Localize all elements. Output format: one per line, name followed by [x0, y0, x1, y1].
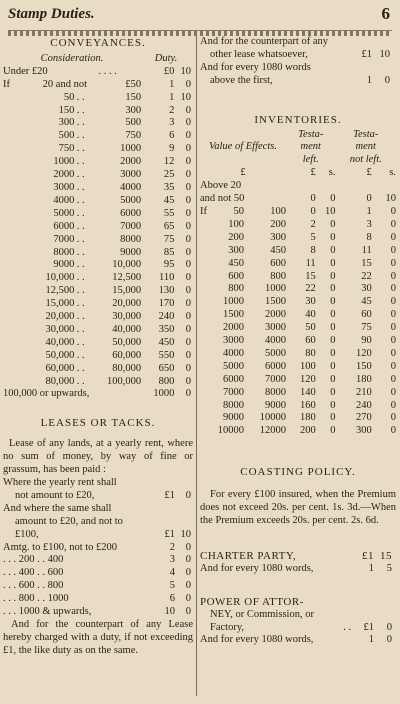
table-row: 80,000 . . 100,000 800 0 — [45, 375, 191, 387]
table-row: 30,000 . . 40,000 350 0 — [45, 323, 191, 335]
column-divider — [196, 36, 197, 696]
counterpart-table: other lease whatsoever, £1 10 And for every 1080 words above the first, 1 0 — [200, 48, 390, 86]
power-heading: POWER OF ATTOR- — [200, 595, 304, 608]
table-row: 200 300 5 0 8 0 — [228, 231, 396, 243]
table-row: 3000 4000 60 0 90 0 — [223, 335, 396, 347]
table-row: Under £20 . . . . £0 10 — [3, 65, 191, 77]
table-row: 800 1000 22 0 30 0 — [228, 283, 396, 295]
table-row: . . . 600 . . 800 5 0 — [3, 580, 191, 592]
left-column — [3, 36, 193, 658]
table-row: 7000 . . 8000 75 0 — [53, 233, 191, 245]
table-row: 12,500 . . 15,000 130 0 — [45, 285, 191, 297]
table-row: 10000 12000 200 0 300 0 — [217, 425, 396, 437]
table-row: 40,000 . . 50,000 450 0 — [45, 336, 191, 348]
table-row: and not 50 0 0 0 10 — [200, 193, 396, 205]
leases-outro: And for the counterpart of any Lease hereby charged with a duty, if not exceeding £1, the like duty as on the same. — [3, 618, 193, 656]
table-row: 5000 . . 6000 55 0 — [53, 207, 191, 219]
table-row: 1500 2000 40 0 60 0 — [223, 309, 396, 321]
table-row: 100 200 2 0 3 0 — [228, 218, 396, 230]
inventories-table: Testa- Testa- Value of Effects. ment ment left. not left. £ £ s. £ s. Above 20 and not 50 0 0 0 10 If 50 100 0 10 1 0 100 200 2 0 3 0 200 300 5 0 8 0 300 450 8 0 11 0 450 600 11 0 15 0 600 800 15 0 22 0 800 1000 22 0 30 0 1000 1500 30 0 45 0 1500 2000 40 0 60 0 2000 3000 50 0 75 0 3000 4000 60 0 90 0 4000 5000 80 0 120 0 5000 6000 100 0 150 0 6000 7000 120 0 180 0 7000 8000 140 0 210 0 8000 9000 160 0 240 0 9000 10000 180 0 270 0 10000 12000 200 0 300 0 — [200, 128, 396, 437]
table-row: 10,000 . . 12,500 110 0 — [45, 272, 191, 284]
power-table: POWER OF ATTOR- NEY, or Commission, or Factory, . . £1 0 And for every 1080 words, 1 0 — [200, 595, 392, 646]
table-row: 750 . . 1000 9 0 — [58, 143, 191, 155]
table-row: 8000 . . 9000 85 0 — [53, 246, 191, 258]
table-row: 7000 8000 140 0 210 0 — [223, 386, 396, 398]
table-row: 20,000 . . 30,000 240 0 — [45, 311, 191, 323]
table-row: 4000 5000 80 0 120 0 — [223, 347, 396, 359]
coasting-text: For every £100 insured, when the Premium does not exceed 20s. per cent. 1s. 3d.—When the Premium exceeds 20s. per cent. 2s. 6d. — [200, 489, 396, 526]
table-row: 300 450 8 0 11 0 — [228, 244, 396, 256]
table-row: 1000 1500 30 0 45 0 — [223, 296, 396, 308]
table-row: 9000 . . 10,000 95 0 — [53, 259, 191, 271]
table-row: 60,000 . . 80,000 650 0 — [45, 362, 191, 374]
table-row: 3000 . . 4000 35 0 — [53, 181, 191, 193]
table-row: 2000 . . 3000 25 0 — [53, 169, 191, 181]
table-row: 50 . . 150 1 10 — [63, 91, 191, 103]
table-row: 8000 9000 160 0 240 0 — [223, 399, 396, 411]
table-row: . . . 800 . . 1000 6 0 — [3, 593, 191, 605]
table-row: 6000 7000 120 0 180 0 — [223, 373, 396, 385]
table-row: 100,000 or upwards, 1000 0 — [3, 388, 191, 400]
table-row: If 20 and not £50 1 0 — [3, 78, 191, 90]
table-row: Amtg. to £100, not to £200 2 0 — [3, 541, 191, 553]
table-row: 15,000 . . 20,000 170 0 — [45, 298, 191, 310]
table-row: 5000 6000 100 0 150 0 — [223, 360, 396, 372]
running-header — [8, 4, 392, 26]
table-row: 500 . . 750 6 0 — [58, 130, 191, 142]
table-row: 150 . . 300 2 0 — [58, 104, 191, 116]
leases-heading: LEASES OR TACKS. — [40, 417, 156, 430]
table-row: 4000 . . 5000 45 0 — [53, 194, 191, 206]
table-row: 1000 . . 2000 12 0 — [53, 156, 191, 168]
charter-table: CHARTER PARTY, £1 15 And for every 1080 words, 1 5 — [200, 549, 392, 574]
running-title: Stamp Duties. — [8, 6, 95, 22]
inventories-heading: INVENTORIES. — [254, 113, 342, 126]
table-row: 600 800 15 0 22 0 — [228, 270, 396, 282]
leases-table: not amount to £20, £1 0 And where the same shall amount to £20, and not to £100, £1 10 Amtg. to £100, not to £200 2 0 . . . 200 . . 400 3 0 . . . 400 . . 600 4 0 . . . 600 . . 800 5 0 . . . 800 . . 1000 6 0 . . . 1000 & upwards, 10 0 — [3, 489, 191, 618]
right-column — [200, 36, 396, 647]
charter-heading: CHARTER PARTY, — [200, 549, 297, 562]
conveyances-heading: CONVEYANCES. — [50, 37, 146, 49]
table-row: . . . 1000 & upwards, 10 0 — [3, 606, 191, 618]
table-row: 50,000 . . 60,000 550 0 — [45, 349, 191, 361]
col-consideration: Consideration. — [40, 52, 104, 64]
table-row: 9000 10000 180 0 270 0 — [223, 412, 396, 424]
counterpart-line: And for the counterpart of any — [200, 36, 328, 47]
leases-line: Where the yearly rent shall — [3, 477, 117, 488]
coasting-heading: COASTING POLICY. — [240, 466, 356, 479]
table-row: 450 600 11 0 15 0 — [228, 257, 396, 269]
conveyances-table — [3, 53, 191, 401]
page-number: 6 — [381, 4, 390, 23]
col-duty: Duty. — [154, 52, 178, 64]
table-row: 300 . . 500 3 0 — [58, 117, 191, 129]
table-row: 6000 . . 7000 65 0 — [53, 220, 191, 232]
table-row: 2000 3000 50 0 75 0 — [223, 322, 396, 334]
leases-intro: Lease of any lands, at a yearly rent, where no sum of money, by way of fine or grassum, has been paid : — [3, 438, 193, 476]
table-row: . . . 200 . . 400 3 0 — [3, 554, 191, 566]
table-row: If 50 100 0 10 1 0 — [200, 205, 396, 217]
table-row: . . . 400 . . 600 4 0 — [3, 567, 191, 579]
